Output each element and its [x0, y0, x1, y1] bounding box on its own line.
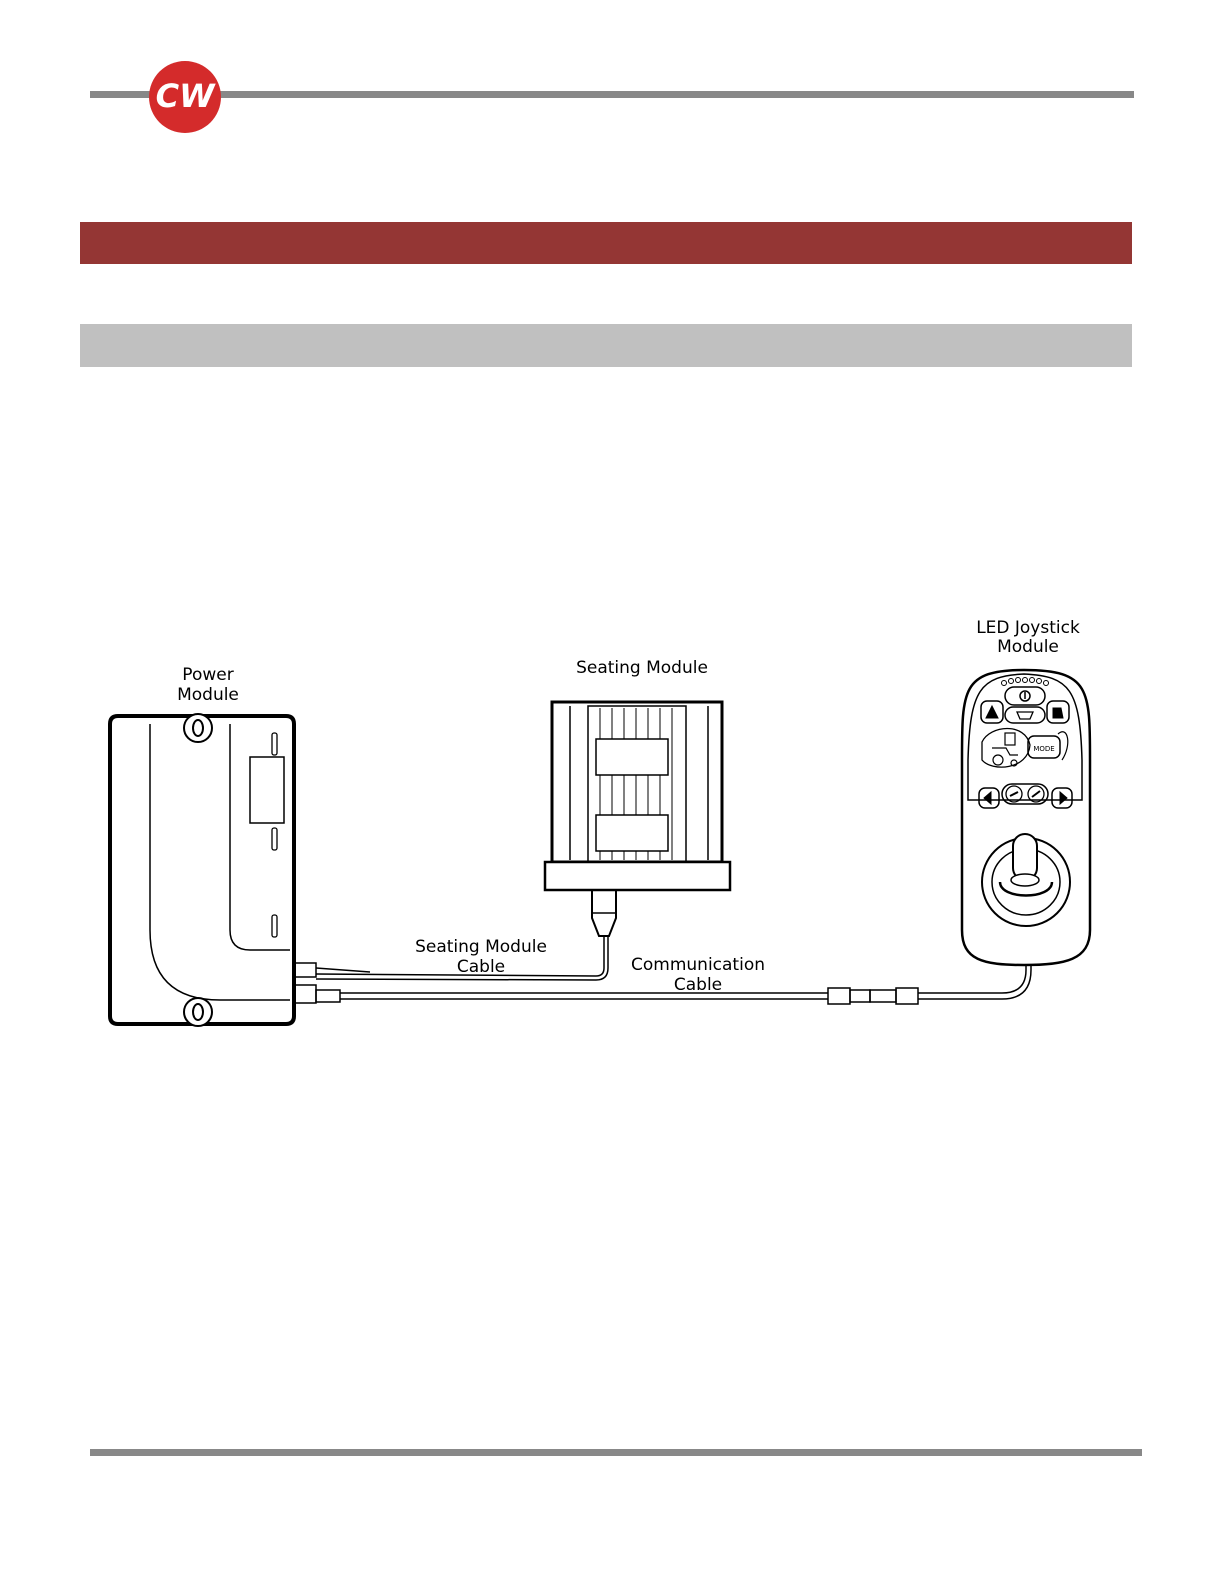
- power-module-label: Power: [182, 665, 234, 685]
- seating-module-label: Seating Module: [576, 658, 708, 678]
- seating-cable-label-2: Cable: [456, 957, 506, 977]
- section-title-band: [80, 222, 1132, 264]
- header-rule: [90, 91, 1134, 98]
- led-joystick-module: [962, 670, 1090, 965]
- joystick-label: LED Joystick: [976, 618, 1080, 638]
- power-module: [110, 714, 316, 1026]
- svg-text:CW: CW: [155, 77, 215, 115]
- joystick-label-2: Module: [997, 637, 1059, 657]
- comm-cable-label: Communication: [631, 955, 765, 975]
- comm-cable-label-2: Cable: [673, 975, 723, 995]
- power-module-label-2: Module: [177, 685, 239, 705]
- seating-module: [545, 702, 730, 936]
- system-diagram: [0, 600, 1224, 1060]
- seating-cable-label: Seating Module: [415, 937, 547, 957]
- cw-logo-icon: [148, 60, 222, 134]
- subsection-title-band: [80, 324, 1132, 367]
- svg-text:MODE: MODE: [1033, 745, 1055, 753]
- footer-rule: [90, 1449, 1142, 1456]
